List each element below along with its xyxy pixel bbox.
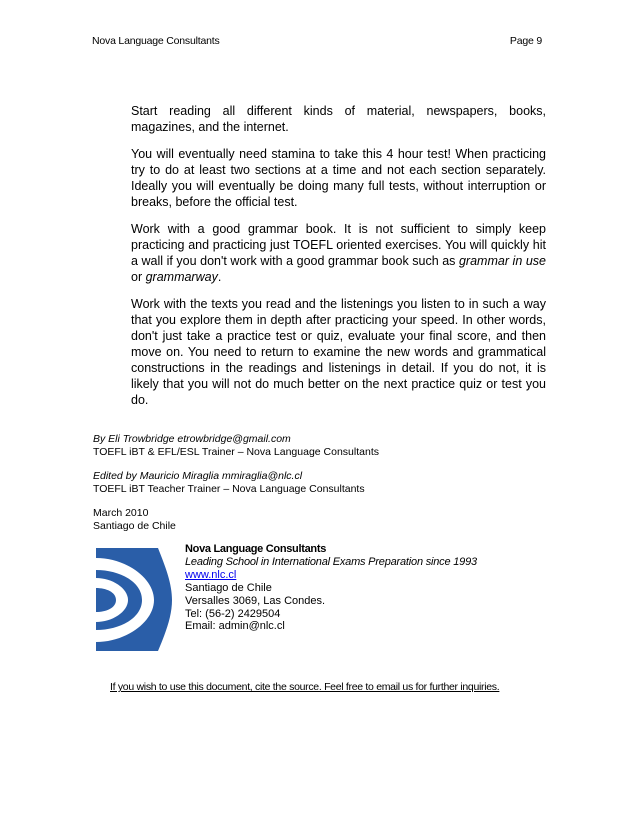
company-email: Email: admin@nlc.cl — [185, 620, 285, 633]
author-line: By Eli Trowbridge etrowbridge@gmail.com — [93, 433, 291, 445]
tip-text: . — [217, 270, 222, 284]
tip-paragraph: Start reading all different kinds of material, newspapers, books, magazines, and the internet. — [131, 104, 546, 134]
date-block — [93, 507, 543, 532]
company-address: Versalles 3069, Las Condes. — [185, 594, 326, 607]
header-company-name: Nova Language Consultants — [92, 35, 220, 47]
company-tagline: Leading School in International Exams Preparation since 1993 — [185, 555, 477, 568]
tip-text: or — [131, 270, 146, 284]
author-role: TOEFL iBT & EFL/ESL Trainer – Nova Language Consultants — [93, 445, 379, 458]
tip-paragraph: You will eventually need stamina to take this 4 hour test! When practicing try to do at least two sections at a time and not each section separately. Ideally you will eventually be doing many full tests, without interruption or breaks, before the official test. — [131, 147, 546, 209]
book-title: grammar in use — [458, 254, 546, 268]
tip-paragraph — [131, 221, 546, 285]
tip-paragraph: Work with the texts you read and the listenings you listen to in such a way that you explore them in depth after practicing your speed. In other words, don't just take a practice test or quiz, evaluate your final score, and then move on. You need to return to examine the new words and grammatical constructions in the readings and listenings in detail. If you do not, it is likely that you will not do much better on the next practice quiz or test you do. — [131, 297, 546, 407]
tip-text: Work with a good grammar book. It is not sufficient to simply keep practicing and practicing just TOEFL oriented exercises. You will quickly hit a wall if you don't work with a good grammar book such as — [131, 222, 546, 268]
website-link[interactable]: www.nlc.cl — [185, 568, 237, 581]
company-city: Santiago de Chile — [185, 581, 272, 594]
credits — [93, 433, 543, 545]
company-phone: Tel: (56-2) 2429504 — [185, 607, 281, 620]
editor-line: Edited by Mauricio Miraglia mmiraglia@nlc.cl — [93, 470, 303, 483]
editor-block — [93, 470, 543, 495]
nova-logo-icon — [96, 548, 172, 651]
place: Santiago de Chile — [93, 519, 176, 532]
page-number: Page 9 — [509, 35, 542, 47]
book-title: grammarway — [145, 270, 218, 284]
editor-role: TOEFL iBT Teacher Trainer – Nova Language Consultants — [93, 482, 365, 495]
author-block — [93, 433, 543, 458]
company-info — [185, 543, 545, 633]
citation-note: If you wish to use this document, cite the source. Feel free to email us for further inquiries. — [110, 681, 500, 693]
date: March 2010 — [93, 507, 149, 520]
company-name: Nova Language Consultants — [185, 543, 327, 555]
tips-list — [131, 103, 546, 419]
